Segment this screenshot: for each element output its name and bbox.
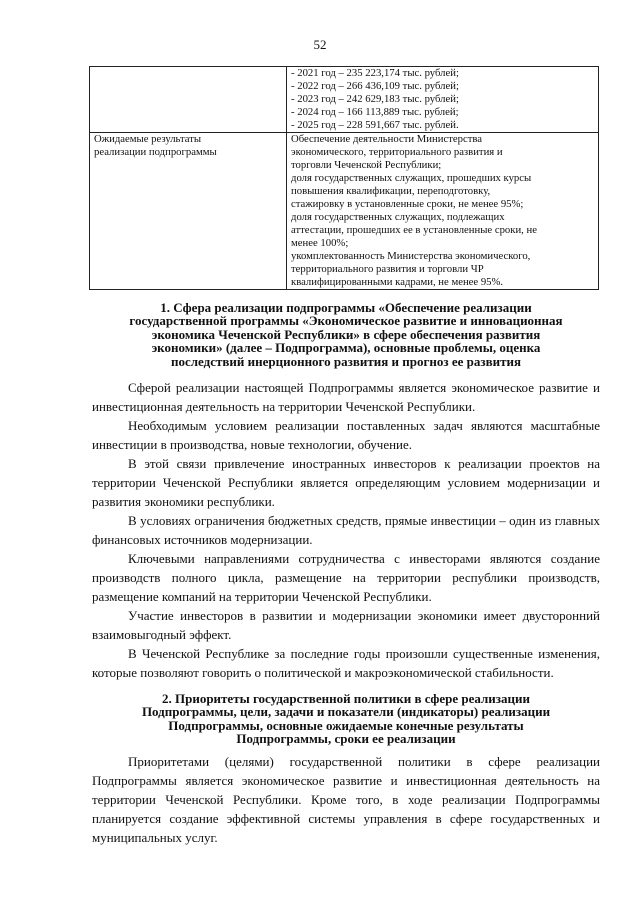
- section-1-heading: [92, 301, 600, 368]
- section-2-body: [92, 752, 600, 847]
- section-1-body: [92, 378, 600, 682]
- paragraph: Приоритетами (целями) государственной политики в сфере реализации Подпрограммы является экономическое развитие и инвестиционная деятельность на территории Чеченской Республики. Кроме того, в ходе реализации Подпрограммы планируется создание эффективной системы управления в сфере государственных и муниципальных услуг.: [92, 754, 600, 845]
- passport-table: [89, 66, 599, 290]
- funding-line: - 2021 год – 235 223,174 тыс. рублей;: [291, 67, 459, 79]
- funding-line: - 2022 год – 266 436,109 тыс. рублей;: [291, 80, 459, 92]
- label-line: реализации подпрограммы: [94, 146, 217, 158]
- heading-line: экономики» (далее – Подпрограмма), основные проблемы, оценка: [151, 340, 541, 356]
- table-cell-label: [90, 133, 287, 290]
- result-line: территориального развития и торговли ЧР: [291, 263, 484, 275]
- paragraph: Ключевыми направлениями сотрудничества с инвесторами являются создание производств полного цикла, размещение на территории республики производств, размещение компаний на территории Чеченской Республики.: [92, 551, 600, 604]
- result-line: менее 100%;: [291, 237, 349, 249]
- funding-line: - 2023 год – 242 629,183 тыс. рублей;: [291, 93, 459, 105]
- funding-line: - 2024 год – 166 113,889 тыс. рублей;: [291, 106, 459, 118]
- table-row: [90, 133, 599, 290]
- result-line: доля государственных служащих, подлежащих: [291, 211, 505, 223]
- heading-line: последствий инерционного развития и прогноз ее развития: [170, 353, 522, 369]
- result-line: Обеспечение деятельности Министерства: [291, 133, 483, 145]
- heading-line: Подпрограммы, цели, задачи и показатели (индикаторы) реализации: [141, 704, 551, 720]
- heading-line: 1. Сфера реализации подпрограммы «Обеспечение реализации: [160, 300, 532, 315]
- result-line: квалифицированными кадрами, не менее 95%.: [291, 276, 504, 288]
- heading-line: экономика Чеченской Республики» в сфере обеспечения развития: [151, 326, 541, 342]
- section-2-heading: [92, 692, 600, 746]
- paragraph: В условиях ограничения бюджетных средств, прямые инвестиции – один из главных финансовых источников модернизации.: [92, 513, 600, 547]
- result-line: экономического, территориального развития и: [291, 146, 503, 158]
- funding-line: - 2025 год – 228 591,667 тыс. рублей.: [291, 119, 459, 131]
- heading-line: Подпрограммы, основные ожидаемые конечные результаты: [168, 717, 524, 733]
- paragraph: В этой связи привлечение иностранных инвесторов к реализации проектов на территории Чеченской Республики является определяющим условием модернизации и развития экономики республики.: [92, 456, 600, 509]
- result-line: укомплектованность Министерства экономического,: [291, 250, 531, 262]
- table-row: [90, 67, 599, 133]
- paragraph: Сферой реализации настоящей Подпрограммы является экономическое развитие и инвестиционная деятельность на территории Чеченской Республики.: [92, 380, 600, 414]
- result-line: доля государственных служащих, прошедших курсы: [291, 172, 532, 184]
- paragraph: В Чеченской Республике за последние годы произошли существенные изменения, которые позволяют говорить о политической и макроэкономической стабильности.: [92, 646, 600, 680]
- table-cell-results: [287, 133, 599, 290]
- page-number: 52: [313, 37, 327, 52]
- result-line: стажировку в установленные сроки, не менее 95%;: [291, 198, 524, 210]
- label-line: Ожидаемые результаты: [94, 133, 202, 145]
- heading-line: 2. Приоритеты государственной политики в сфере реализации: [161, 691, 530, 706]
- heading-line: государственной программы «Экономическое развитие и инновационная: [129, 313, 563, 329]
- table-cell-label: [90, 67, 287, 133]
- result-line: аттестации, прошедших ее в установленные сроки, не: [291, 224, 537, 236]
- paragraph: Необходимым условием реализации поставленных задач являются масштабные инвестиции в производства, новые технологии, обучение.: [92, 418, 600, 452]
- table-cell-funding: [287, 67, 599, 133]
- result-line: повышения квалификации, переподготовку,: [291, 185, 491, 197]
- heading-line: Подпрограммы, сроки ее реализации: [236, 731, 456, 747]
- paragraph: Участие инвесторов в развитии и модернизации экономики имеет двусторонний взаимовыгодный эффект.: [92, 608, 600, 642]
- result-line: торговли Чеченской Республики;: [291, 159, 442, 171]
